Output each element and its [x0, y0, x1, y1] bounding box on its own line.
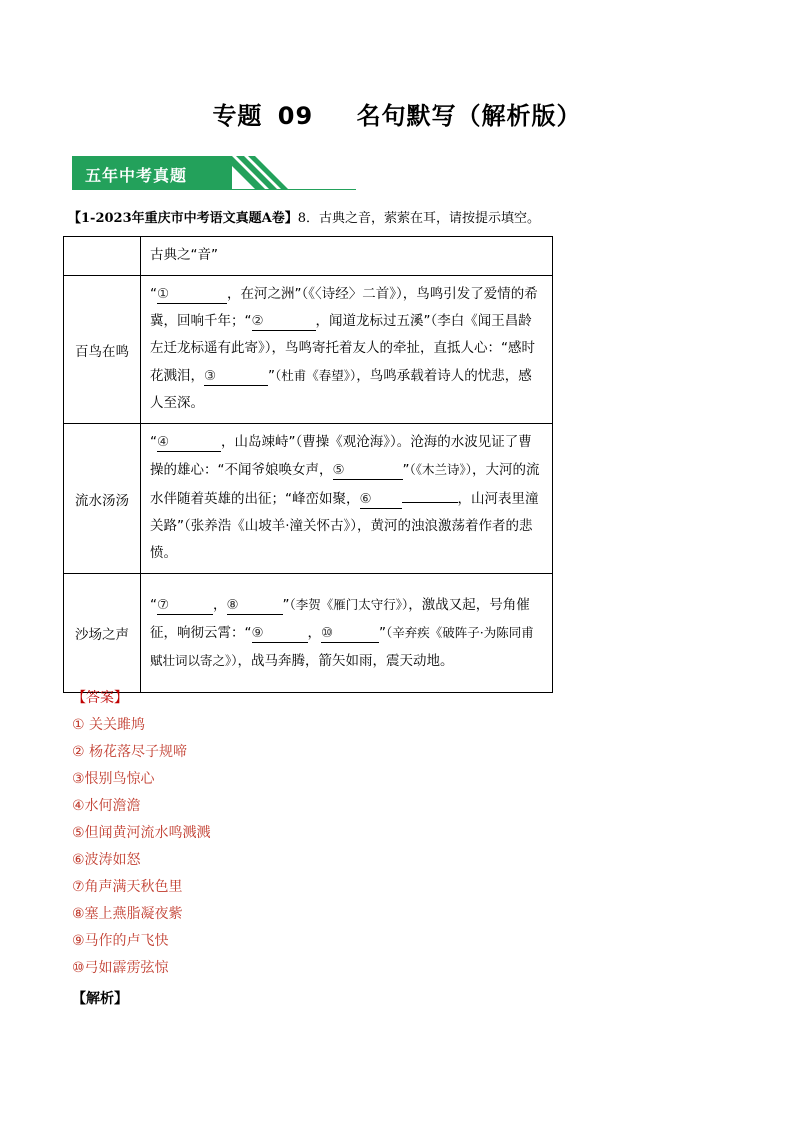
answer-item: ⑧塞上燕脂凝夜紫 — [72, 906, 183, 922]
citation: （《木兰诗》） — [409, 462, 473, 477]
passage-text: ” — [268, 368, 275, 384]
table-row — [64, 276, 553, 424]
passage-text: “ — [150, 596, 157, 613]
row-content — [141, 276, 553, 424]
table-row — [64, 574, 553, 693]
answers-list — [72, 714, 572, 984]
row-label: 沙场之声 — [64, 574, 141, 693]
section-banner — [72, 156, 356, 192]
answer-item: ⑩弓如霹雳弦惊 — [72, 960, 169, 976]
answer-item: ① 关关雎鸠 — [72, 717, 146, 733]
analysis-heading: 【解析】 — [72, 991, 128, 1007]
passage-text: ，山河表里潼关路”（张养浩《山坡羊·潼关怀古》），黄河的浊浪激荡着作者的悲愤。 — [150, 491, 539, 561]
passage-text: ” — [282, 596, 290, 613]
fill-in-blank[interactable]: ② — [252, 312, 316, 331]
row-content — [141, 424, 553, 574]
row-label: 流水汤汤 — [64, 424, 141, 574]
title-main: 名句默写（解析版） — [356, 102, 582, 130]
passage-text: ，在河之洲”（《〈诗经〉二首》），鸟鸣引发了爱情的希冀，回响千年；“ — [150, 286, 538, 329]
passage-text: ， — [307, 624, 321, 641]
citation: （辛弃疾《破阵子·为陈同甫赋壮词以寄之》） — [150, 624, 534, 668]
table-header-row — [64, 237, 553, 276]
answer-item: ⑥波涛如怒 — [72, 852, 141, 868]
fill-in-blank[interactable]: ⑨ — [252, 624, 308, 643]
banner-stripes-icon — [222, 156, 332, 190]
question-line — [68, 209, 588, 229]
fill-in-blank[interactable]: ⑤ — [333, 461, 403, 480]
passage-text: ， — [213, 596, 227, 613]
row-label: 百鸟在鸣 — [64, 276, 141, 424]
answers-section — [72, 688, 572, 984]
answer-item: ⑤但闻黄河流水鸣溅溅 — [72, 825, 211, 841]
question-source: 【1-2023年重庆市中考语文真题A卷】 — [68, 211, 298, 226]
passage-text: ，闻道龙标过五溪”（李白《闻王昌龄左迁龙标遥有此寄》），鸟鸣寄托着友人的牵扯，直抵人心：“感时花溅泪， — [150, 313, 535, 384]
answer-item: ③恨别鸟惊心 — [72, 771, 155, 787]
passage-text: ，大河的流水伴随着英雄的出征；“峰峦如聚， — [150, 462, 540, 507]
fill-in-blank[interactable]: ① — [157, 285, 227, 304]
question-text: 8．古典之音，萦萦在耳，请按提示填空。 — [297, 211, 540, 226]
passage-text: ，山岛竦峙”（曹操《观沧海》）。沧海的水波见证了曹操的雄心：“不闻爷娘唤女声， — [150, 434, 532, 478]
fill-in-blank[interactable]: ④ — [157, 433, 221, 452]
passage-text: ” — [379, 624, 386, 641]
answers-heading: 【答案】 — [72, 690, 128, 706]
table-header-empty-cell — [64, 237, 141, 276]
passage-text: ，战马奔腾，箭矢如雨，震天动地。 — [237, 652, 454, 669]
table-row — [64, 424, 553, 574]
answer-item: ④水何澹澹 — [72, 798, 141, 814]
fill-in-blank[interactable]: ③ — [204, 367, 268, 386]
fill-in-blank[interactable] — [402, 484, 458, 503]
passage-text: ” — [402, 462, 410, 478]
title-prefix: 专题 — [212, 102, 263, 130]
fill-in-blank[interactable]: ⑩ — [321, 624, 379, 643]
row-content — [141, 574, 553, 693]
answer-item: ⑦角声满天秋色里 — [72, 879, 183, 895]
page-title — [0, 96, 794, 131]
title-number: 09 — [277, 102, 314, 130]
passage-text: ，鸟鸣承载着诗人的忧悲，感人至深。 — [150, 368, 532, 411]
table-header-cell: 古典之“音” — [141, 237, 553, 276]
fill-in-blank[interactable]: ⑧ — [227, 596, 283, 615]
fill-in-blank[interactable]: ⑥ — [360, 490, 402, 509]
citation: （李贺《雁门太守行》） — [289, 596, 409, 612]
fill-in-blank[interactable]: ⑦ — [157, 596, 213, 615]
answer-item: ⑨马作的卢飞快 — [72, 933, 169, 949]
poem-table — [63, 236, 553, 693]
passage-text: “ — [150, 286, 157, 302]
banner-underline — [72, 189, 356, 190]
passage-text: “ — [150, 434, 157, 450]
answer-item: ② 杨花落尽子规啼 — [72, 744, 188, 760]
citation: （杜甫《春望》） — [275, 368, 357, 383]
banner-label: 五年中考真题 — [85, 166, 188, 185]
passage-text: ，激战又起，号角催征，响彻云霄：“ — [150, 596, 530, 641]
